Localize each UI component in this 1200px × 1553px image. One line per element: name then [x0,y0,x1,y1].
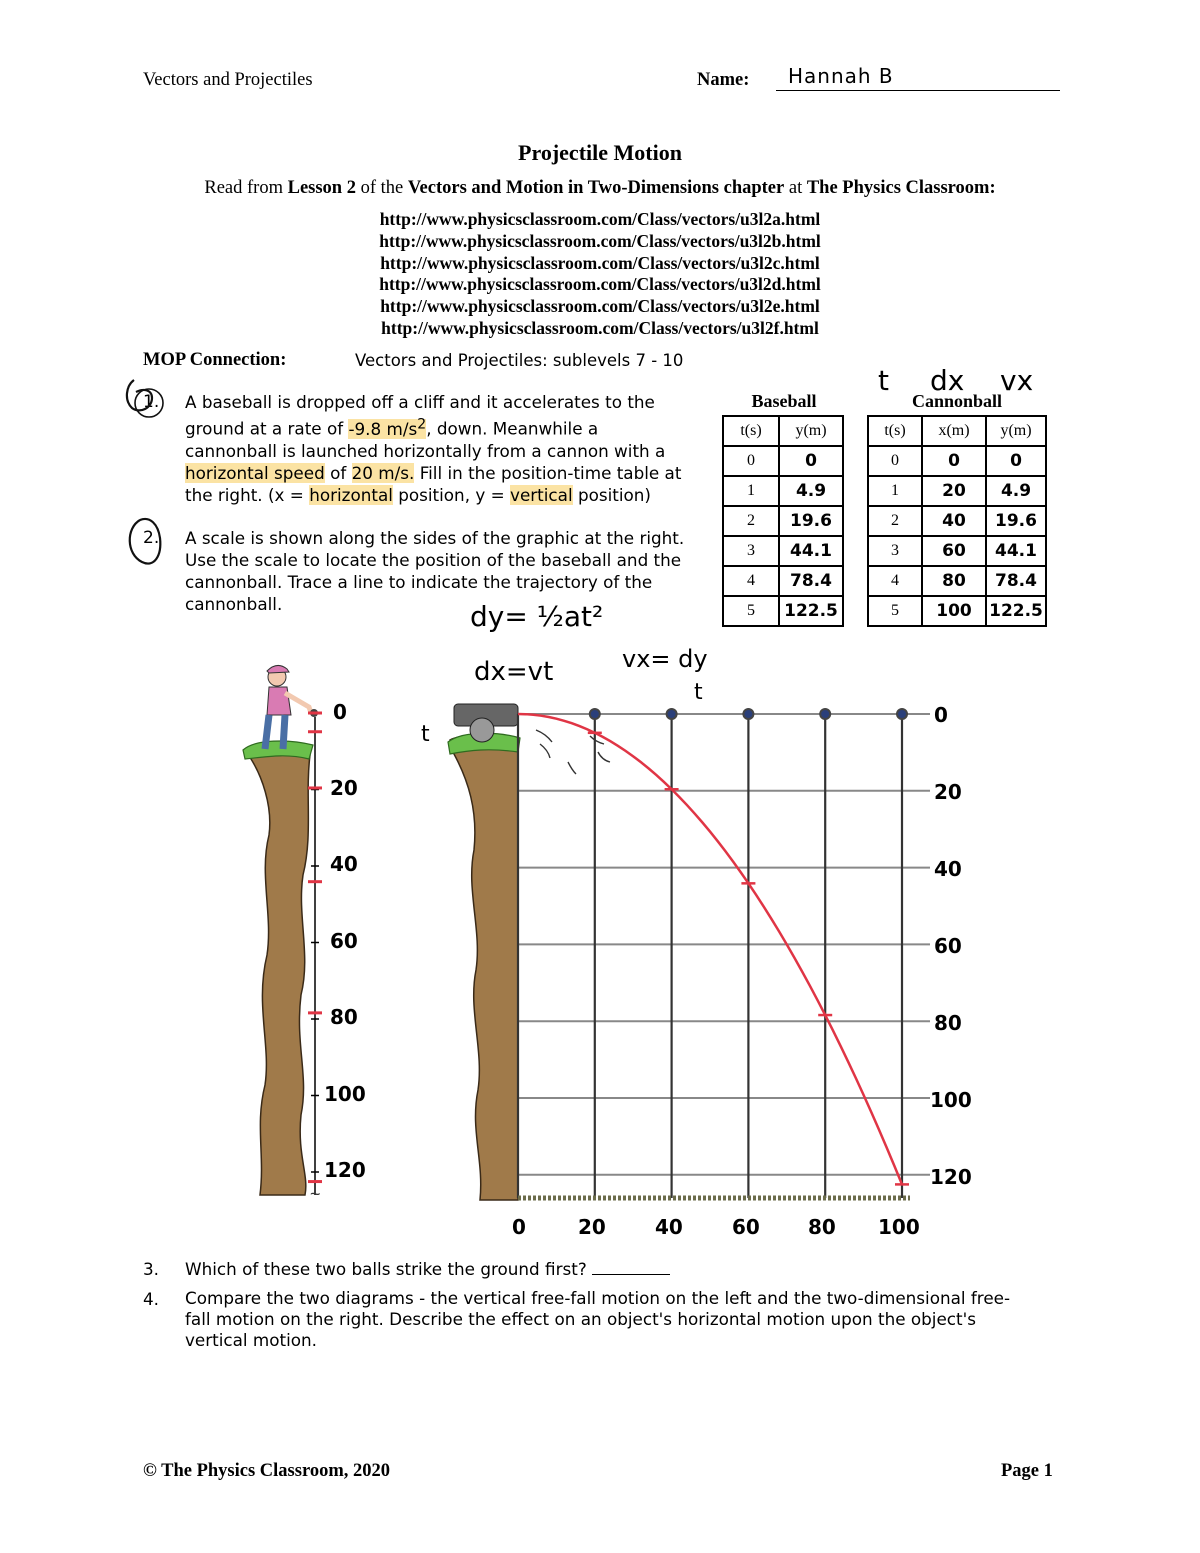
table-header: x(m) [922,416,986,446]
question-4: Compare the two diagrams - the vertical free-fall motion on the left and the two-dimensional free- fall motion on the right. Describe the effect on an object's horizontal motion upon the object's vertical motion. [185,1288,1011,1350]
q4-number: 4. [143,1289,160,1309]
bottom-scale-labels: 0 20 40 60 80 100 [512,1215,920,1239]
handwritten-six-icon [127,380,152,410]
copyright: © The Physics Classroom, 2020 [143,1461,390,1481]
circle-icon [135,389,163,417]
page-number: Page 1 [1001,1461,1053,1481]
table-header: y(m) [986,416,1046,446]
baseball-table [722,415,844,627]
table-row: 4 80 78.4 [868,566,1046,596]
lesson-link[interactable]: http://www.physicsclassroom.com/Class/vectors/u3l2d.html [379,274,821,295]
table-row: 0 0 0 [868,446,1046,476]
lesson-link[interactable]: http://www.physicsclassroom.com/Class/vectors/u3l2b.html [379,230,821,251]
lesson-link[interactable]: http://www.physicsclassroom.com/Class/vectors/u3l2f.html [381,317,819,338]
trajectory-curve [518,714,902,1184]
table-row: 0 0 [723,446,843,476]
handwritten-dy-formula: dy= ½at² [470,600,604,633]
baseball-table-title: Baseball [751,391,817,411]
handwritten-vx-denominator: t [694,680,703,705]
handwritten-vx: vx [1000,364,1034,397]
table-row: 4 78.4 [723,566,843,596]
circle-icon [130,519,161,564]
table-header: t(s) [723,416,779,446]
table-header: t(s) [868,416,922,446]
handwritten-side-mark: t [421,722,430,747]
grid-top-dot [743,709,753,719]
name-label: Name: [697,70,750,90]
question-1: A baseball is dropped off a cliff and it accelerates to the ground at a rate of -9.8 $m/s^2$, down. Meanwhile a cannonball is launched horizontally from a cannon with a horizontal speed of 20 m/s. Fill in the position-time table at the right. (x = horizontal position, y = vertical position) [185,392,682,505]
q3-number: 3. [143,1259,160,1279]
q2-number: 2. [143,528,160,548]
number-circles [120,370,180,580]
answer-blank[interactable] [592,1258,670,1275]
cliff-icon [247,744,310,1195]
grid-top-dot [590,709,600,719]
position-grid [518,709,930,1198]
handwritten-dx: dx [930,364,965,397]
acceleration-highlight: -9.8 $m/s^2$ [348,416,427,439]
lesson-link[interactable]: http://www.physicsclassroom.com/Class/vectors/u3l2a.html [379,209,821,229]
student-name: Hannah B [788,64,894,88]
mop-label: MOP Connection: [143,350,287,370]
shirt-icon [267,687,291,715]
grid-top-dot [820,709,830,719]
question-3: Which of these two balls strike the ground first? [185,1258,670,1280]
table-row: 2 19.6 [723,506,843,536]
handwritten-dx-formula: dx=vt [474,657,554,687]
grid-top-dot [667,709,677,719]
table-header: y(m) [779,416,843,446]
cannon-wheel-icon [470,718,494,742]
handwritten-vx-formula: vx= dy [622,645,708,673]
grid-top-dot [897,709,907,719]
name-underline [776,90,1060,91]
cliff-icon [450,736,518,1201]
table-row: 5 122.5 [723,596,843,626]
mop-value: Vectors and Projectiles: sublevels 7 - 10 [355,351,684,370]
grass-icon [243,741,313,759]
cannonball-table [867,415,1047,627]
table-row: 3 60 44.1 [868,536,1046,566]
lesson-link[interactable]: http://www.physicsclassroom.com/Class/vectors/u3l2c.html [380,252,820,273]
svg-text:~: ~ [310,1184,321,1204]
q1-number: 1. [143,392,160,412]
cap-icon [267,665,289,673]
question-2: A scale is shown along the sides of the graphic at the right. Use the scale to locate the position of the baseball and the cannonball. Trace a line to indicate the trajectory of the cannonball. [185,528,685,614]
reading-instructions: Read from Lesson 2 of the Vectors and Motion in Two-Dimensions chapter at The Physics Classroom: [204,178,996,198]
lesson-link[interactable]: http://www.physicsclassroom.com/Class/vectors/u3l2e.html [380,296,820,317]
cannonball-table-title: Cannonball [911,391,1003,411]
projectile-diagram [440,690,940,1210]
table-row: 1 4.9 [723,476,843,506]
page-title: Projectile Motion [518,140,682,165]
course-title: Vectors and Projectiles [143,70,313,90]
table-row: 1 20 4.9 [868,476,1046,506]
sketch-marks [536,730,610,774]
table-row: 2 40 19.6 [868,506,1046,536]
lesson-links [0,209,1200,340]
table-row: 3 44.1 [723,536,843,566]
handwritten-t: t [878,364,889,397]
table-row: 5 100 122.5 [868,596,1046,626]
